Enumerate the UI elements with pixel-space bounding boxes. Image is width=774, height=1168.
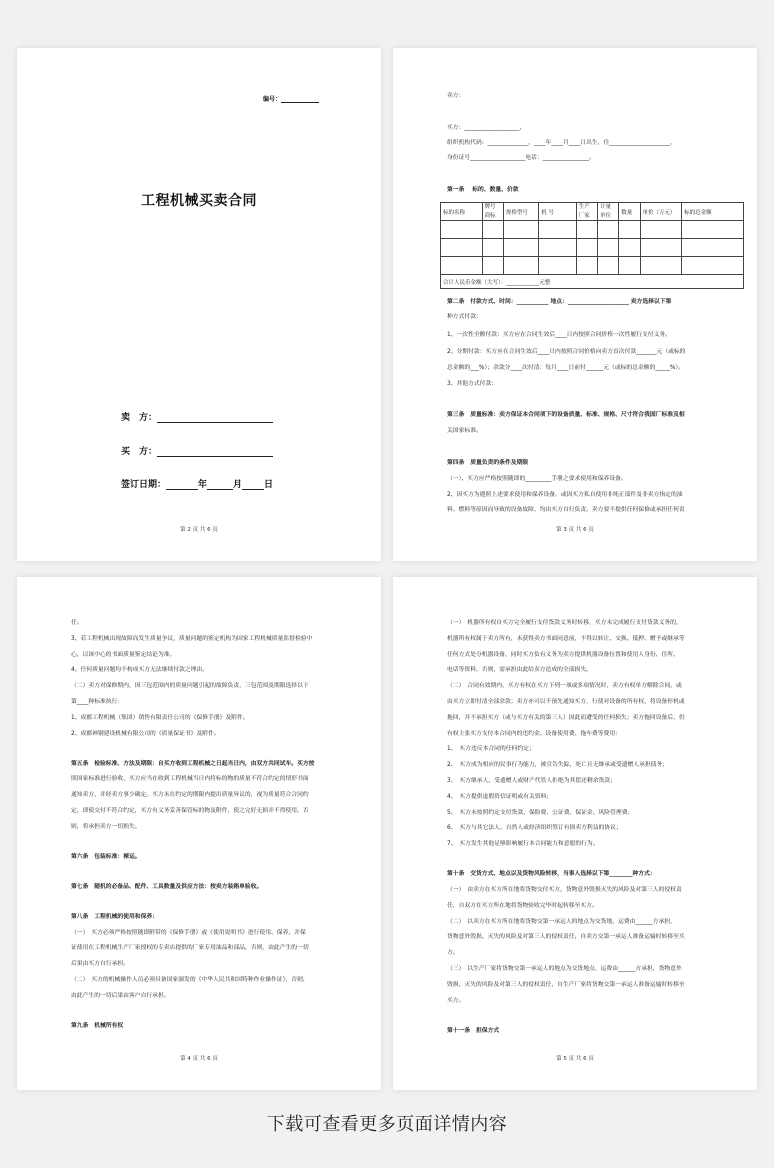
text-line: 任，自双方在买方所在地将货物验收完毕时起转移至买方。 [447,902,598,909]
text-line: 2、成都神钢建设机械有限公司的《质量保证书》及附件。 [71,730,220,737]
article-2-2: 2、分期付款：买方应在合同生效后____日内按照合同价格向卖方首次付款_______元（或标的 [447,349,686,355]
article-4-1: （一）、买方应严格按照随即的_________手册之要求使用和保养设备。 [447,476,627,482]
text-line: 第七条 随机的必备品、配件、工具数量及供应方法：按卖方装箱单验收。 [71,883,263,890]
table-row [441,239,744,257]
text-line: 5、 买方未按照约定支付货款、保险费、公证费、保证金、风险管理费； [447,809,634,816]
seller-label: 卖 方： [121,413,158,423]
text-line: 第五条 检验标准、方法及期限：自买方收到工程机械之日起当日内，由双方共同试车。买方按 [71,760,315,767]
article-1-title: 第一条 标的、数量、价款 [447,187,519,193]
table-header-cell: 计量 单位 [598,203,619,221]
article-4: 第四条 质量负责的条件及期限 [447,460,529,466]
text-line: 货物意外毁损、灭失的风险及对第三人的侵权责任，自卖方交第一承运人准备运输时转移至买 [447,934,685,941]
document-page-2 [393,48,757,561]
seller-signature-line [121,410,273,423]
document-page-4 [393,577,757,1090]
text-line: 照国家标准进行验收，买方应当在收到工程机械当日内将标的物的质量不符合约定的情形书面 [71,776,309,783]
text-line: 由买方立即付清全部余款；卖方亦可以不预先通知买方，行使对设备的所有权，将设备停机或 [447,699,685,705]
text-line: 第十一条 担保方式 [447,1027,500,1034]
text-line: （一） 由卖方在买方所在地将货物交付买方，货物意外毁损灭失的风险及对第三人的侵权责 [447,887,682,894]
text-line: 7、 买方发生其他足够影响履行本合同能力和意愿的行为。 [447,841,599,848]
table-header-cell: 生产 厂家 [576,203,597,221]
article-3: 第三条 质量标准：卖方保证本合同项下的设备质量、标准、规格、尺寸符合我国厂标准及相 [447,412,685,418]
article-2-1: 1、一次性全额付款：买方应在合同生效后____日内按照合同价格一次性履行支付义务。 [447,332,671,338]
text-line: 买方。 [447,997,465,1004]
seller-party: 卖方： [447,93,465,99]
text-line: 有权主张买方支付本合同内的违约金、设备使用费、拖车费等费用： [447,730,621,737]
table-header-cell: 标的总金额 [682,203,744,221]
table-header-cell: 单价（万元） [640,203,682,221]
article-4-3: 料、燃料等原因而导致的设备故障，均由买方自行负责。卖方要不提供任何保修或承担任何责 [447,507,685,513]
buyer-blank [157,447,273,457]
table-header-cell: 数量 [619,203,640,221]
table-row [441,257,744,275]
text-line: （二）卖方对保修期内，因三包范围内的质量问题引起的故障负责，三包范围及期限选择以下 [71,683,309,690]
document-page-3 [17,577,381,1090]
text-line: 第八条 工程机械的使用和保养： [71,913,158,920]
text-line: 第九条 机械所有权 [71,1022,124,1029]
text-line: 3、 买方继承人、受遗赠人或财产代管人拒绝为其偿还剩余货款； [447,778,616,784]
text-line: （二） 以卖方在买方所在地将货物交第一承运人的地点为交货地，运费由______方承担， [447,918,676,925]
number-blank [281,96,319,103]
document-page-cover [17,48,381,561]
month-label: 月 [233,480,243,490]
article-2: 第二条 付款方式、时间：___________ 地点：_____________________ 卖方选择以下第 [447,299,672,305]
table-header-row [441,203,744,221]
text-line: 方。 [447,950,459,957]
table-header-cell: 机 号 [539,203,576,221]
text-line: 拖回，并不承担买方（或与买方有关的第三人）因此而遭受的任何损失；卖方拖回设备后，仍 [447,714,685,721]
number-label: 编号： [263,96,282,103]
org-code-line: 组织机构代码：______________，____年____月____日出生，住_____________________， [447,140,676,146]
article-3-b: 关国家标准。 [447,428,482,434]
day-blank [242,480,264,490]
buyer-party: 买方：___________________， [447,125,526,131]
month-blank [207,480,233,490]
table-total-row [441,275,744,289]
page-footer: 第 5 页 共 6 页 [556,1056,594,1062]
table-total: 合计人民币金额（大写）：____________元整 [441,275,744,289]
buyer-signature-line [121,444,273,457]
table-header-cell: 标的名称 [441,203,483,221]
day-label: 日 [264,480,274,490]
buyer-label: 买 方： [121,447,158,457]
text-line: 机器所有权属于卖方所有，未获得卖方书面同意前，不得以转让、交换、抵押、赠予或继承等 [447,635,685,642]
text-line: 6、 买方与其它法人、自然人或经济组织签订有损卖方利益的协议； [447,825,622,832]
id-phone-line: 身份证号___________________电话：________________。 [447,155,595,161]
text-line: 由此产生的一切后果由客户自行承担。 [71,992,170,999]
sign-date-line [121,477,273,490]
table-row [441,221,744,239]
text-line: 第十条 交货方式、地点以及货物风险转移，当事人选择以下第________种方式： [447,871,656,878]
contract-number [263,94,319,103]
year-blank [166,480,198,490]
text-line: 第____种标准执行： [71,699,124,705]
text-line: 第六条 包装标准：裸运。 [71,853,141,860]
seller-blank [157,413,273,423]
text-line: 证使用在工程机械生产厂家授权的专卖店提供的厂家专用油品和部品，否则，由此产生的一切 [71,945,309,952]
page-footer: 第 2 页 共 6 页 [180,527,218,533]
text-line: （一） 机器所有权自买方完全履行支付货款义务时转移，买方未完成履行支付货款义务的， [447,620,682,626]
goods-table [440,202,744,289]
text-line: 任。 [71,620,83,626]
page-footer: 第 3 页 共 6 页 [556,527,594,533]
article-4-2: 2、因买方为遵照上述要求使用和保养设备，或因买方私自使用非纯正部件及非卖方指定的油 [447,492,683,498]
download-more-caption: 下载可查看更多页面详情内容 [266,1114,508,1135]
text-line: （二） 买方的机械操作人员必须具备国家颁发的《中华人民共和国特种作业操作证》，否则， [71,977,309,984]
text-line: 1、成都工程机械（集团）销售有限责任公司的《保修手册》及附件。 [71,714,249,721]
table-header-cell: 牌号 商标 [482,203,503,221]
text-line: （一） 买方必须严格按照随即附带的《保修手册》或《使用说明书》进行使用、保养，并保 [71,929,306,936]
text-line: 1、 买方违反本合同的任何约定； [447,746,535,753]
text-line: 心，以该中心的书面质量鉴定结论为准。 [71,651,176,658]
text-line: 定，即使交付不符合约定，买方有义务妥善保管标的物及附件，使之完好无损并不得使用，否 [71,808,309,815]
article-2-b: 种方式付款： [447,314,482,320]
page-footer: 第 4 页 共 6 页 [180,1056,218,1062]
contract-title: 工程机械买卖合同 [141,193,257,209]
table-header-cell: 规格型号 [503,203,538,221]
article-2-3: 3、其他方式付款： [447,381,498,387]
text-line: 通知卖方，并经卖方事少确定。买方未在约定的期限内提出质量异议的，视为质量符合合同约 [71,792,309,799]
text-line: （二） 合同有效期内，买方有权在买方下列一项或多项情况时，卖方有权单方解除合同，或 [447,683,682,690]
year-label: 年 [198,480,208,490]
article-2-2b: 总金额的___%）；余款分____次付清：每月____日前付______元（或标的总金额的_____%）。 [447,365,685,371]
text-line: 2、 买方成为相应的民事行为能力，被宣告失踪，死亡且无继承或受遗赠人承担债务； [447,762,669,769]
text-line: 4、任何质量问题均不构成买方无法继续付款之理由。 [71,667,209,674]
text-line: （三） 以生产厂家将货物交第一承运人的地点为交货地点，运费由______方承担，货物意外 [447,966,682,973]
text-line: 4、 买方提供虚假资信证明或有关资料； [447,793,553,800]
text-line: 毁损、灭失的风险及对第三人的侵权责任，自生产厂家将货物交第一承运人准备运输时转移至 [447,981,685,988]
text-line: 则，将承担卖方一切损失。 [71,823,141,830]
text-line: 电话等资料，否则，需承担由此给卖方造成的全部损失。 [447,667,592,674]
text-line: 任何方式处分机器设备，同时买方负有义务为卖方提供机器设备位置和使用人身份、住所、 [447,651,679,658]
text-line: 后果由买方自行承担。 [71,961,129,968]
text-line: 3、若工程机械出现故障而发生质量争议，质量问题的鉴定机构为国家工程机械质量监督检验中 [71,635,313,642]
sign-date-label: 签订日期： [121,480,167,490]
